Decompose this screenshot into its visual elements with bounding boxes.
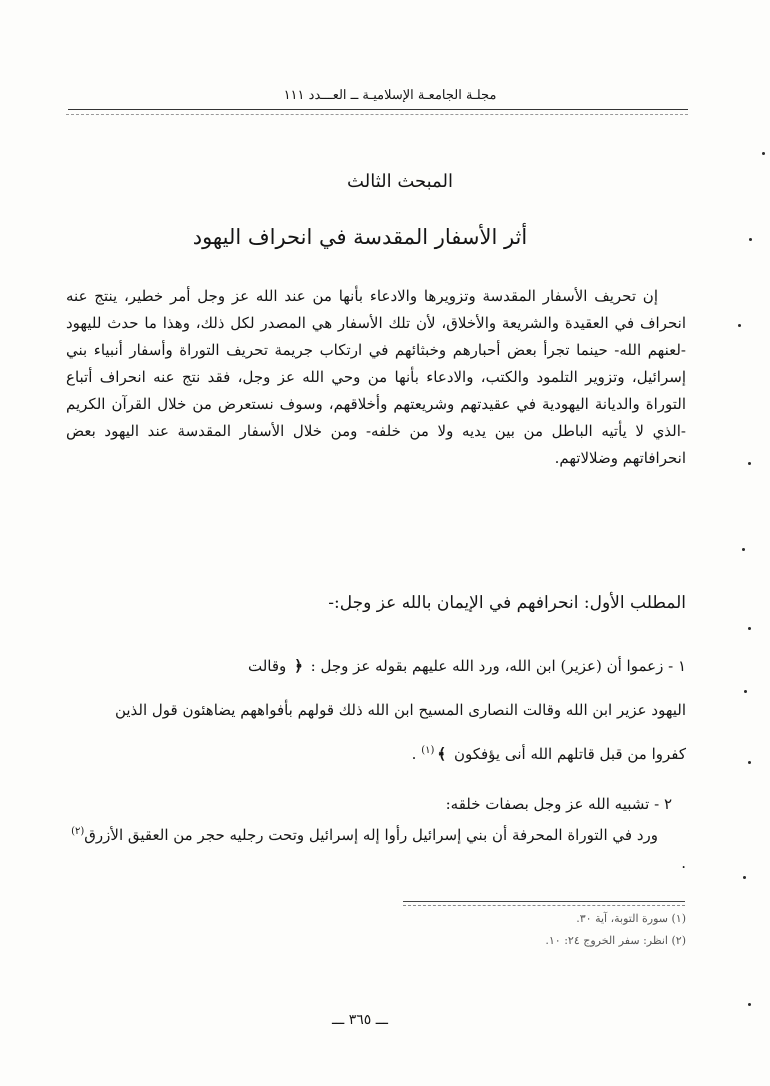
scan-speck xyxy=(748,761,751,764)
section-heading: المبحث الثالث xyxy=(347,171,453,192)
item-2-tail: . xyxy=(681,854,686,872)
quran-start: وقالت xyxy=(248,657,287,675)
scan-speck xyxy=(744,690,747,693)
scan-speck xyxy=(743,876,746,879)
running-header: مجلـة الجامعـة الإسلاميـة ــ العـــدد ١١١ xyxy=(283,88,497,103)
intro-text: إن تحريف الأسفار المقدسة وتزويرها والادعاء بأنها من عند الله عز وجل أمر خطير، ينتج عنه انحراف في العقيدة والشريعة والأخلاق، لأن تلك الأسفار هي المصدر لكل ذلك، وهذا ما حدث لليهود -لعنهم الله- حينما تجرأ بعض أحبارهم وخبثائهم في ارتكاب جريمة تحريف التوراة وأسفار أنبياء بني إسرائيل، وتزوير التلمود والكتب، والادعاء بأنها من وحي الله عز وجل، فقد نتج عنه انحراف أتباع التوراة والديانة اليهودية في عقيدتهم وشريعتهم وأخلاقهم، وسوف نستعرض من خلال القرآن الكريم -الذي لا يأتيه الباطل من بين يديه ولا من خلفه- ومن خلال الأسفار المقدسة عند اليهود بعض انحرافاتهم وضلالاتهم. xyxy=(66,287,686,467)
item-2-body: ورد في التوراة المحرفة أن بني إسرائيل رأوا إله إسرائيل وتحت رجليه حجر من العقيق الأزرق xyxy=(84,826,658,844)
quran-line-3-wrap xyxy=(66,736,686,769)
item-2-title: ٢ - تشبيه الله عز وجل بصفات خلقه: xyxy=(445,795,672,813)
scan-speck xyxy=(748,1003,751,1006)
item-2 xyxy=(66,790,686,877)
main-title: أثر الأسفار المقدسة في انحراف اليهود xyxy=(192,225,528,249)
footnote-ref-1: (١) xyxy=(421,745,435,756)
scan-speck xyxy=(762,152,765,155)
subheading: المطلب الأول: انحرافهم في الإيمان بالله عز وجل:- xyxy=(328,593,686,613)
item-1-lead: ١ - زعموا أن (عزير) ابن الله، ورد الله عليهم بقوله عز وجل : xyxy=(310,657,686,675)
scan-speck xyxy=(748,462,751,465)
footnote-ref-2: (٢) xyxy=(71,826,85,837)
header-rule-dashed xyxy=(66,114,688,115)
item-2-body-wrap xyxy=(66,818,686,877)
footnote-rule-dashed xyxy=(403,905,685,906)
quran-close-brace: ﴾ xyxy=(437,745,447,763)
footnote-2: (٢) انظر: سفر الخروج ٢٤: ١٠. xyxy=(545,934,686,947)
footnotes xyxy=(386,908,686,952)
header-rule xyxy=(68,109,688,110)
scan-speck xyxy=(749,238,752,241)
scan-speck xyxy=(738,324,741,327)
quran-line-3: كفروا من قبل قاتلهم الله أنى يؤفكون xyxy=(453,745,686,763)
scan-speck xyxy=(748,627,751,630)
footnote-1: (١) سورة التوبة، آية ٣٠. xyxy=(576,912,686,925)
quran-line-2: اليهود عزير ابن الله وقالت النصارى المسيح ابن الله ذلك قولهم بأفواههم يضاهئون قول الذين xyxy=(114,701,686,719)
scan-speck xyxy=(742,548,745,551)
quran-verse xyxy=(66,695,686,769)
item-1 xyxy=(66,651,686,769)
page-number: ـــ ٣٦٥ ـــ xyxy=(331,1012,389,1028)
quran-open-brace: ﴿ xyxy=(294,657,303,675)
footnote-rule xyxy=(403,901,685,902)
item-1-tail: . xyxy=(411,745,422,763)
item-1-lead-line xyxy=(66,651,686,681)
intro-paragraph xyxy=(66,283,686,472)
